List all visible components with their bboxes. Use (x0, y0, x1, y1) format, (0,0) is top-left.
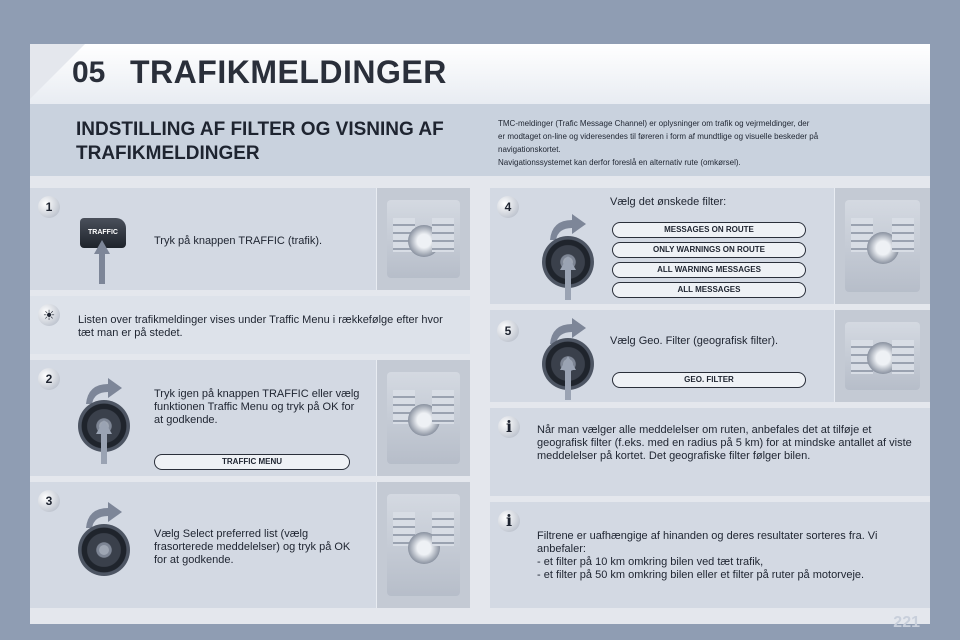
radio-unit-image (376, 360, 470, 476)
radio-unit-image (376, 482, 470, 608)
step-number-badge: 3 (38, 490, 60, 512)
intro-line: er modtaget on-line og videresendes til føreren i form af mundtlige og visuelle beskeder på (498, 132, 819, 141)
rotary-dial[interactable] (78, 524, 130, 576)
tip-sun-icon: ☀ (38, 304, 60, 326)
chapter-number: 05 (72, 56, 106, 89)
traffic-menu-option[interactable]: TRAFFIC MENU (154, 454, 350, 470)
filter-option-all-warning-messages[interactable]: ALL WARNING MESSAGES (612, 262, 806, 278)
page-number: 221 (893, 614, 920, 631)
press-arrow-icon (560, 356, 576, 400)
filter-option-only-warnings-on-route[interactable]: ONLY WARNINGS ON ROUTE (612, 242, 806, 258)
radio-unit-image (834, 188, 930, 304)
info-icon: i (498, 416, 520, 438)
filter-option-messages-on-route[interactable]: MESSAGES ON ROUTE (612, 222, 806, 238)
tip-text: Listen over trafikmeldinger vises under Traffic Menu i rækkefølge efter hvor tæt man er på stedet. (78, 314, 443, 339)
step-number-badge: 4 (497, 196, 519, 218)
press-arrow-icon (94, 240, 110, 284)
intro-line: Navigationssystemet kan derfor foreslå en alternativ rute (omkørsel). (498, 158, 741, 167)
info2-bullet: - et filter på 50 km omkring bilen eller et filter på ruter på motorveje. (537, 569, 865, 581)
intro-line: navigationskortet. (498, 145, 561, 154)
radio-unit-image (834, 310, 930, 402)
step-number-badge: 5 (497, 320, 519, 342)
step2-text: Tryk igen på knappen TRAFFIC eller vælg funktionen Traffic Menu og tryk på OK for at godkende. (154, 388, 360, 426)
step5-text: Vælg Geo. Filter (geografisk filter). (610, 335, 779, 347)
step-number-badge: 2 (38, 368, 60, 390)
traffic-button[interactable]: TRAFFIC (80, 218, 126, 248)
info-icon: i (498, 510, 520, 532)
info2-intro: Filtrene er uafhængige af hinanden og deres resultater sorteres fra. Vi anbefaler: (537, 530, 878, 555)
intro-text (498, 117, 918, 169)
info2-bullet: - et filter på 10 km omkring bilen ved tæt trafik, (537, 556, 764, 568)
step1-text: Tryk på knappen TRAFFIC (trafik). (154, 235, 323, 247)
press-arrow-icon (560, 256, 576, 300)
filter-option-all-messages[interactable]: ALL MESSAGES (612, 282, 806, 298)
radio-unit-image (376, 188, 470, 290)
press-arrow-icon (96, 420, 112, 464)
step4-text: Vælg det ønskede filter: (610, 196, 727, 208)
section-subtitle: INDSTILLING AF FILTER OG VISNING AF TRAFIKMELDINGER (76, 119, 444, 164)
page-title: TRAFIKMELDINGER (130, 54, 447, 90)
geo-filter-option[interactable]: GEO. FILTER (612, 372, 806, 388)
step3-text: Vælg Select preferred list (vælg frasorterede meddelelser) og tryk på OK for at godkende. (154, 528, 351, 566)
info1-text: Når man vælger alle meddelelser om ruten, anbefales det at tilføje et geografisk filter (f.eks. med en radius på 5 km) for at mindske antallet af viste meddelelser på kortet. Det geografiske filter følger bilen. (537, 424, 912, 462)
step-number-badge: 1 (38, 196, 60, 218)
intro-line: TMC-meldinger (Trafic Message Channel) er oplysninger om trafik og vejrmeldinger, der (498, 119, 810, 128)
